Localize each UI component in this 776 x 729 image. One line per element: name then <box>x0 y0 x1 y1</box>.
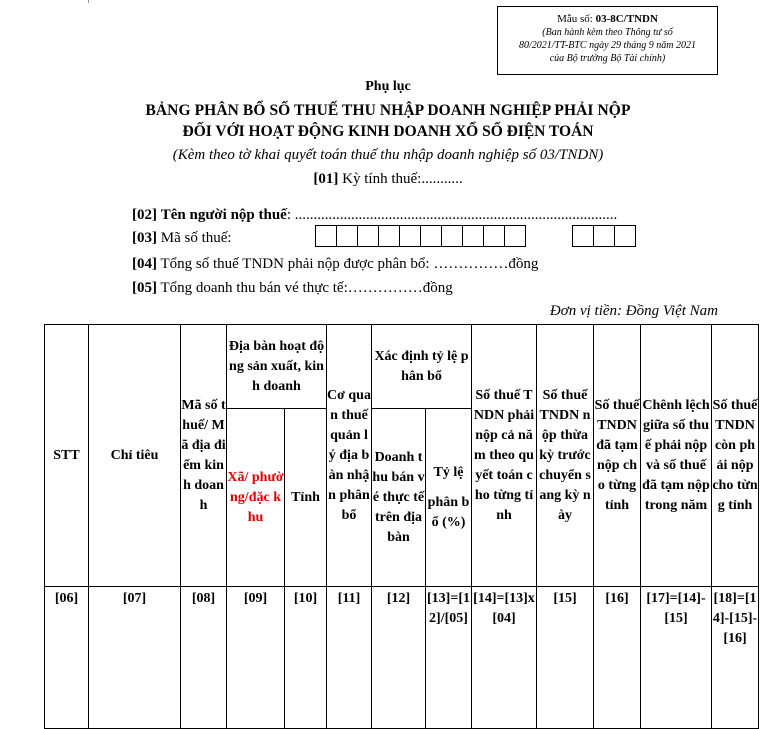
header-ma-so: Mã số thuế/ Mã địa điểm kinh doanh <box>181 325 227 587</box>
form-code-line <box>498 13 717 26</box>
tax-id-digit-box[interactable] <box>336 225 358 247</box>
taxpayer-name-label: Tên người nộp thuế <box>160 207 287 223</box>
header-chenh-lech: Chênh lệch giữa số thuế phải nộp và số thuế đã tạm nộp trong năm <box>641 325 712 587</box>
code-cell-13: [13]=[12]/[05] <box>426 587 472 729</box>
tax-id-digit-box[interactable] <box>441 225 463 247</box>
form-code-label: Mẫu số: <box>557 13 596 25</box>
code-cell-07: [07] <box>89 587 181 729</box>
page-subtitle: (Kèm theo tờ khai quyết toán thuế thu nhập doanh nghiệp số 03/TNDN) <box>172 147 604 163</box>
code-cell-16: [16] <box>594 587 641 729</box>
tax-period-code: [01] <box>313 171 339 187</box>
form-code: 03-8C/TNDN <box>595 13 658 25</box>
header-so-thue-nop-thua: Số thuế TNDN nộp thừa kỳ trước chuyển sang kỳ này <box>537 325 594 587</box>
tax-id-boxes-main[interactable] <box>316 225 526 247</box>
total-tax-label: Tổng số thuế TNDN phải nộp được phân bổ: ……………đồng <box>157 256 539 272</box>
tax-id-code: [03] <box>132 230 157 246</box>
taxpayer-name-row <box>132 207 617 224</box>
tax-id-digit-box[interactable] <box>315 225 337 247</box>
tax-id-row <box>132 230 232 247</box>
tax-period-line <box>0 171 776 188</box>
total-revenue-code: [05] <box>132 280 157 296</box>
allocation-table <box>44 324 759 729</box>
code-cell-14: [14]=[13]x[04] <box>472 587 537 729</box>
tax-id-digit-box[interactable] <box>504 225 526 247</box>
header-ty-le-a: Tỷ lệ <box>433 464 464 480</box>
header-tinh: Tỉnh <box>285 409 327 587</box>
page-edge-mark <box>88 0 89 3</box>
header-chi-tieu: Chỉ tiêu <box>89 325 181 587</box>
form-issued-line1: (Ban hành kèm theo Thông tư số <box>542 27 673 38</box>
code-cell-11: [11] <box>327 587 372 729</box>
header-ty-le <box>426 409 472 587</box>
taxpayer-name-code: [02] <box>132 207 157 223</box>
tax-id-digit-box[interactable] <box>483 225 505 247</box>
tax-id-branch-box[interactable] <box>572 225 594 247</box>
page-title-line1: BẢNG PHÂN BỔ SỐ THUẾ THU NHẬP DOANH NGHIỆP PHẢI NỘP <box>145 102 631 119</box>
currency-unit: Đơn vị tiền: Đồng Việt Nam <box>549 303 718 319</box>
form-issued-line3: của Bộ trưởng Bộ Tài chính) <box>549 53 666 64</box>
tax-id-digit-box[interactable] <box>462 225 484 247</box>
tax-id-digit-box[interactable] <box>357 225 379 247</box>
page-title-line2: ĐỐI VỚI HOẠT ĐỘNG KINH DOANH XỔ SỐ ĐIỆN TOÁN <box>182 123 594 140</box>
tax-id-branch-box[interactable] <box>593 225 615 247</box>
header-so-thue-da-tam-nop: Số thuế TNDN đã tạm nộp cho từng tỉnh <box>594 325 641 587</box>
header-xac-dinh-ty-le: Xác định tỷ lệ phân bổ <box>372 325 472 409</box>
tax-id-branch-box[interactable] <box>614 225 636 247</box>
header-xa-phuong: Xã/ phường/đặc khu <box>227 409 285 587</box>
form-issued-line2: 80/2021/TT-BTC ngày 29 tháng 9 năm 2021 <box>518 40 697 51</box>
header-co-quan-thue: Cơ quan thuế quản lý địa bàn nhận phân bổ <box>327 325 372 587</box>
code-cell-17: [17]=[14]-[15] <box>641 587 712 729</box>
code-cell-18: [18]=[14]-[15]-[16] <box>712 587 759 729</box>
code-cell-15: [15] <box>537 587 594 729</box>
form-code-box <box>497 6 718 75</box>
header-dia-ban: Địa bàn hoạt động sản xuất, kinh doanh <box>227 325 327 409</box>
code-cell-08: [08] <box>181 587 227 729</box>
appendix-label: Phụ lục <box>365 79 411 94</box>
code-cell-12: [12] <box>372 587 426 729</box>
tax-id-label: Mã số thuế: <box>157 230 232 246</box>
code-cell-06: [06] <box>45 587 89 729</box>
code-cell-10: [10] <box>285 587 327 729</box>
taxpayer-name-field[interactable]: : ...................................................................................... <box>286 207 618 223</box>
tax-id-digit-box[interactable] <box>420 225 442 247</box>
header-stt: STT <box>45 325 89 587</box>
header-ty-le-b: phân bổ (%) <box>427 494 470 530</box>
total-revenue-row <box>132 280 453 297</box>
tax-id-digit-box[interactable] <box>399 225 421 247</box>
header-con-phai-nop: Số thuế TNDN còn phải nộp cho từng tỉnh <box>712 325 759 587</box>
header-so-thue-phai-nop: Số thuế TNDN phải nộp cả năm theo quyết toán cho từng tỉnh <box>472 325 537 587</box>
tax-id-boxes-branch[interactable] <box>573 225 636 247</box>
header-doanh-thu: Doanh thu bán vé thực tế trên địa bàn <box>372 409 426 587</box>
total-tax-code: [04] <box>132 256 157 272</box>
tax-id-digit-box[interactable] <box>378 225 400 247</box>
total-tax-row <box>132 256 538 273</box>
code-cell-09: [09] <box>227 587 285 729</box>
total-revenue-label: Tổng doanh thu bán vé thực tế:……………đồng <box>157 280 453 296</box>
tax-period-label: Kỳ tính thuế:........... <box>338 171 463 187</box>
